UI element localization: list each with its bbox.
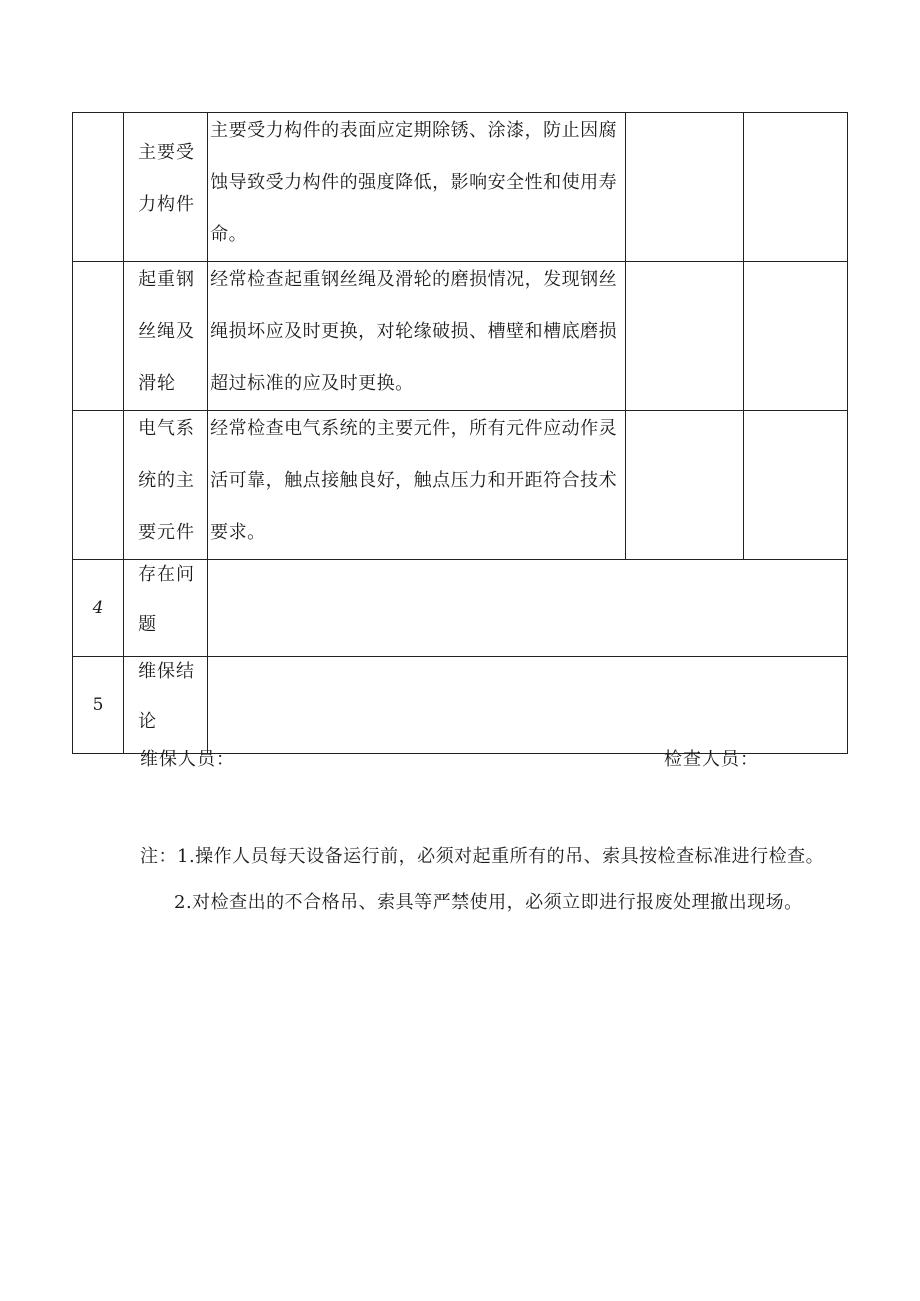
table-row	[73, 411, 848, 560]
item-name-cell	[124, 262, 208, 411]
item-name-cell	[124, 113, 208, 262]
row-number-cell: 5	[73, 657, 124, 754]
table-row	[73, 657, 848, 754]
note-1: 注：1.操作人员每天设备运行前，必须对起重所有的吊、索具按检查标准进行检查。	[140, 846, 825, 867]
item-name: 电气系统的主要元件	[138, 418, 196, 543]
note-2: 2.对检查出的不合格吊、索具等严禁使用，必须立即进行报废处理撤出现场。	[174, 892, 803, 913]
item-name-cell	[124, 560, 208, 657]
item-content-cell	[208, 262, 626, 411]
table-row	[73, 560, 848, 657]
row-number-cell	[73, 113, 124, 262]
remark-cell[interactable]	[743, 113, 847, 262]
item-content: 经常检查起重钢丝绳及滑轮的磨损情况，发现钢丝绳损坏应及时更换，对轮缘破损、槽壁和槽底磨损超过标准的应及时更换。	[210, 269, 618, 394]
signature-line	[0, 745, 920, 771]
item-content-cell	[208, 113, 626, 262]
inspector-label: 检查人员：	[664, 749, 759, 770]
result-cell[interactable]	[625, 411, 743, 560]
maintainer-label: 维保人员：	[140, 749, 235, 770]
item-name-cell	[124, 657, 208, 754]
item-content: 经常检查电气系统的主要元件，所有元件应动作灵活可靠，触点接触良好，触点压力和开距符合技术要求。	[210, 418, 618, 543]
issues-input-cell[interactable]	[208, 560, 848, 657]
item-name-cell	[124, 411, 208, 560]
item-name: 存在问题	[138, 564, 196, 635]
item-name: 主要受力构件	[138, 142, 196, 215]
table-row	[73, 113, 848, 262]
table-row	[73, 262, 848, 411]
row-number-cell	[73, 411, 124, 560]
row-number-cell	[73, 262, 124, 411]
row-number-cell: 4	[73, 560, 124, 657]
remark-cell[interactable]	[743, 262, 847, 411]
item-content-cell	[208, 411, 626, 560]
item-name: 维保结论	[138, 661, 196, 732]
result-cell[interactable]	[625, 113, 743, 262]
result-cell[interactable]	[625, 262, 743, 411]
maintenance-checklist-table	[72, 112, 848, 754]
item-name: 起重钢丝绳及滑轮	[138, 269, 196, 394]
item-content: 主要受力构件的表面应定期除锈、涂漆，防止因腐蚀导致受力构件的强度降低，影响安全性和使用寿命。	[210, 120, 618, 245]
remark-cell[interactable]	[743, 411, 847, 560]
conclusion-input-cell[interactable]	[208, 657, 848, 754]
